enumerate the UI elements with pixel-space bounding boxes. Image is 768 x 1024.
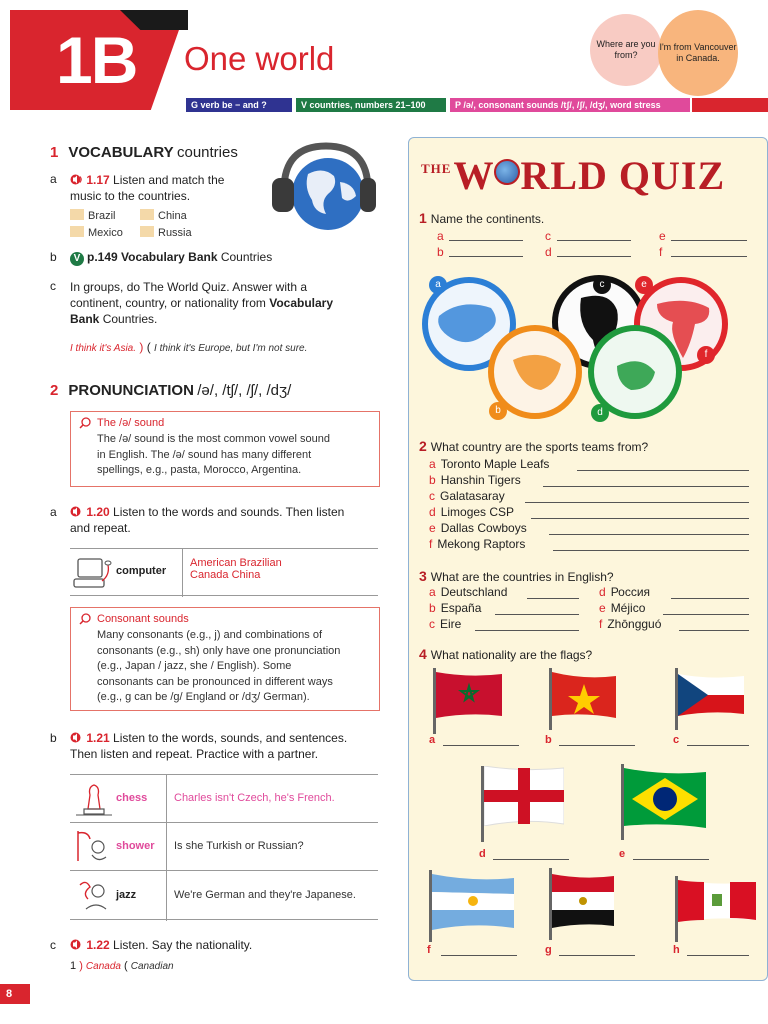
country-name: España — [440, 601, 482, 615]
instruction-line: continent, country, or nationality from — [70, 296, 266, 310]
peru-flag-icon — [678, 880, 756, 922]
answer-line[interactable] — [557, 256, 631, 257]
vocab-bank-topic: Countries — [220, 250, 273, 264]
jazz-musician-icon — [72, 875, 112, 915]
table-divider — [166, 871, 167, 921]
info-line: (e.g., Japan / jazz, she / English). Some — [97, 660, 292, 672]
argentina-flag-icon — [432, 874, 514, 930]
ring-label: c — [593, 276, 611, 294]
quiz-title-part: W — [453, 153, 495, 198]
flag-label: g — [545, 944, 552, 956]
vocabulary-badge-icon: V — [70, 252, 84, 266]
answer-item — [429, 489, 505, 503]
info-line: in English. The /ə/ sound has many different — [97, 448, 312, 461]
speech-example-2: I think it's Europe, but I'm not sure. — [154, 343, 308, 354]
flag-label: h — [673, 944, 680, 956]
brazil-flag-icon — [624, 768, 706, 828]
sound-row-shower — [70, 822, 378, 870]
phonetic-symbols: /ə/, /tʃ/, /ʃ/, /dʒ/ — [197, 382, 292, 399]
question-3 — [419, 568, 614, 584]
vocab-word — [70, 226, 123, 239]
exercise-letter: b — [50, 250, 57, 264]
answer-line[interactable] — [441, 955, 517, 956]
pronunciation-heading — [50, 382, 291, 399]
quiz-title — [421, 152, 725, 199]
answer-line[interactable] — [557, 240, 631, 241]
practice-sentence: Charles isn't Czech, he's French. — [174, 792, 335, 804]
vocab-word-text: Russia — [158, 227, 192, 239]
answer-item — [429, 601, 481, 615]
answer-item — [437, 229, 449, 243]
answer-box[interactable] — [140, 209, 154, 220]
exercise-2c-text — [70, 937, 252, 953]
sound-examples — [190, 557, 282, 581]
answer-line[interactable] — [671, 256, 747, 257]
shower-icon — [72, 827, 112, 867]
speech-example-1: I think it's Asia. — [70, 343, 137, 354]
answer-line[interactable] — [543, 486, 749, 487]
exercise-letter: a — [50, 505, 57, 519]
info-box-title: The /ə/ sound — [97, 417, 165, 429]
table-divider — [166, 823, 167, 871]
vocabulary-heading — [50, 144, 238, 161]
country-name: Zhōngguó — [607, 617, 662, 631]
vocab-word — [140, 226, 192, 239]
answer-box[interactable] — [140, 226, 154, 237]
answer-line[interactable] — [493, 859, 569, 860]
answer-letter: c — [545, 229, 551, 243]
speech-bubble-answer: I'm from Vancouver in Canada. — [658, 10, 738, 96]
question-2 — [419, 438, 648, 454]
instruction-line: and repeat. — [70, 521, 131, 535]
instruction-line: music to the countries. — [70, 189, 191, 203]
morocco-flag-icon — [436, 672, 502, 718]
example-words: Canada China — [190, 569, 261, 581]
answer-line[interactable] — [671, 598, 749, 599]
team-name: Dallas Cowboys — [440, 521, 527, 535]
audio-icon[interactable] — [70, 939, 83, 950]
magnifier-icon — [79, 613, 91, 625]
instruction-line: In groups, do The World Quiz. Answer with a — [70, 280, 308, 294]
flag-label: b — [545, 734, 552, 746]
instruction-line: Listen and match the — [113, 173, 225, 187]
vocab-word-text: Brazil — [88, 210, 116, 222]
answer-item — [599, 585, 650, 599]
example-prompt: Canada — [85, 961, 121, 972]
answer-letter: a — [429, 457, 436, 471]
answer-line[interactable] — [577, 470, 749, 471]
answer-line[interactable] — [687, 745, 749, 746]
section-title: VOCABULARY — [68, 144, 174, 161]
question-text: Name the continents. — [430, 212, 545, 226]
answer-item — [429, 521, 527, 535]
answer-line[interactable] — [679, 630, 749, 631]
exercise-2c-example: 1 ) Canada ( Canadian — [70, 960, 174, 972]
computer-icon — [72, 555, 112, 591]
page-number: 8 — [0, 984, 30, 1004]
exercise-letter: a — [50, 172, 57, 186]
answer-letter: b — [429, 601, 436, 615]
answer-line[interactable] — [449, 256, 523, 257]
consonant-info-box — [70, 607, 380, 711]
vocab-word-text: China — [158, 210, 187, 222]
instruction-line: Listen to the words and sounds. Then listen — [113, 505, 345, 519]
world-quiz-panel — [408, 137, 768, 981]
audio-track[interactable]: 1.20 — [86, 505, 110, 519]
vocabulary-bank-link[interactable] — [70, 249, 272, 266]
pronunciation-tag: P /ə/, consonant sounds /tʃ/, /ʃ/, /dʒ/, word stress — [450, 98, 690, 112]
answer-line[interactable] — [559, 955, 635, 956]
answer-item — [599, 601, 645, 615]
answer-letter: c — [429, 489, 435, 503]
info-line: consonants can be pronounced in different ways — [97, 675, 333, 688]
exercise-2b-text — [70, 730, 347, 762]
audio-icon[interactable] — [70, 174, 83, 185]
answer-item — [429, 537, 525, 551]
answer-letter: e — [429, 521, 436, 535]
answer-line[interactable] — [671, 240, 747, 241]
exercise-letter: c — [50, 279, 56, 293]
magnifier-icon — [79, 417, 91, 429]
answer-line[interactable] — [663, 614, 749, 615]
ring-label: e — [635, 276, 653, 294]
answer-line[interactable] — [553, 550, 749, 551]
answer-line[interactable] — [475, 630, 579, 631]
sound-row-computer — [70, 548, 378, 596]
info-line: spellings, e.g., pasta, Morocco, Argentina. — [97, 464, 302, 476]
sound-keyword: shower — [116, 840, 155, 852]
exercise-1c-text — [70, 279, 390, 327]
answer-letter: d — [545, 245, 552, 259]
answer-box[interactable] — [70, 226, 84, 237]
vocab-word — [70, 209, 116, 222]
grammar-tag: G verb be − and ? — [186, 98, 292, 112]
chess-piece-icon — [74, 779, 114, 819]
section-number: 1 — [50, 144, 59, 161]
answer-box[interactable] — [70, 209, 84, 220]
answer-line[interactable] — [525, 502, 749, 503]
team-name: Hanshin Tigers — [440, 473, 521, 487]
answer-item — [659, 229, 671, 243]
answer-line[interactable] — [687, 955, 749, 956]
team-name: Mekong Raptors — [437, 537, 526, 551]
question-number: 3 — [419, 568, 427, 584]
audio-icon[interactable] — [70, 506, 83, 517]
answer-letter: f — [599, 617, 603, 631]
flag-label: d — [479, 848, 486, 860]
sound-keyword: chess — [116, 792, 148, 804]
vocabulary-tag: V countries, numbers 21–100 — [296, 98, 446, 112]
question-text: What nationality are the flags? — [430, 648, 593, 662]
country-name: Eire — [440, 617, 462, 631]
vocab-bank-reference: p.149 Vocabulary Bank — [87, 250, 218, 264]
practice-sentence: We're German and they're Japanese. — [174, 889, 356, 901]
ring-label: d — [591, 404, 609, 422]
table-divider — [166, 775, 167, 823]
answer-line[interactable] — [527, 598, 579, 599]
team-name: Toronto Maple Leafs — [440, 457, 550, 471]
question-number: 2 — [419, 438, 427, 454]
sound-keyword: computer — [116, 565, 167, 577]
audio-track[interactable]: 1.21 — [86, 731, 110, 745]
instruction-line: Then listen and repeat. Practice with a partner. — [70, 747, 319, 761]
question-4 — [419, 646, 592, 662]
answer-line[interactable] — [633, 859, 709, 860]
unit-number: 1B — [56, 23, 137, 97]
question-1 — [419, 210, 544, 226]
flag-label: c — [673, 734, 680, 746]
section-title: PRONUNCIATION — [68, 382, 194, 399]
exercise-1a-text — [70, 172, 224, 204]
team-name: Limoges CSP — [440, 505, 515, 519]
example-number: 1 — [70, 960, 77, 972]
ring-label: b — [489, 402, 507, 420]
answer-line[interactable] — [531, 518, 749, 519]
example-answer: Canadian — [130, 961, 174, 972]
flag-label: f — [427, 944, 431, 956]
exercise-2a-text — [70, 504, 344, 536]
quiz-title-part: RLD QUIZ — [520, 153, 726, 198]
question-number: 1 — [419, 210, 427, 226]
flag-label: a — [429, 734, 436, 746]
globe-icon — [494, 159, 520, 185]
audio-icon[interactable] — [70, 732, 83, 743]
answer-line[interactable] — [559, 745, 635, 746]
info-line: consonants (e.g., sh) only have one pronunciation — [97, 644, 341, 657]
england-flag-icon — [484, 766, 564, 826]
vietnam-flag-icon — [552, 672, 616, 718]
audio-track[interactable]: 1.17 — [86, 173, 110, 187]
answer-letter: b — [437, 245, 444, 259]
section-number: 2 — [50, 382, 59, 399]
vocab-word-text: Mexico — [88, 227, 123, 239]
answer-item — [545, 245, 557, 259]
sound-row-jazz — [70, 870, 378, 920]
answer-letter: c — [429, 617, 435, 631]
flag-label: e — [619, 848, 626, 860]
example-words: American Brazilian — [190, 557, 282, 569]
answer-item — [429, 617, 461, 631]
speech-bubble-question: Where are you from? — [590, 14, 662, 86]
page-title: One world — [184, 40, 335, 77]
question-text: What country are the sports teams from? — [430, 440, 649, 454]
instruction-bold: Bank — [70, 312, 100, 326]
answer-item — [659, 245, 667, 259]
table-divider — [182, 549, 183, 597]
czech-flag-icon — [678, 674, 744, 716]
answer-letter: f — [429, 537, 433, 551]
info-line: (e.g., g can be /g/ England or /dʒ/ German). — [97, 691, 310, 703]
info-box-body — [97, 628, 371, 706]
team-name: Galatasaray — [440, 489, 505, 503]
answer-letter: f — [659, 245, 663, 259]
practice-sentence: Is she Turkish or Russian? — [174, 840, 304, 852]
answer-line[interactable] — [449, 240, 523, 241]
info-box-body — [97, 432, 371, 479]
answer-item — [545, 229, 556, 243]
sound-row-chess — [70, 774, 378, 822]
info-line: Many consonants (e.g., j) and combinations of — [97, 629, 323, 641]
answer-item — [599, 617, 661, 631]
answer-item — [429, 505, 514, 519]
instruction-line: Countries. — [102, 312, 158, 326]
answer-line[interactable] — [549, 534, 749, 535]
exercise-letter: c — [50, 938, 56, 952]
ring-label: a — [429, 276, 447, 294]
answer-item — [429, 473, 521, 487]
question-text: What are the countries in English? — [430, 570, 614, 584]
answer-letter: e — [659, 229, 666, 243]
question-number: 4 — [419, 646, 427, 662]
speech-example: I think it's Asia. ) ( I think it's Europe, but I'm not sure. — [70, 340, 308, 354]
info-box-title: Consonant sounds — [97, 613, 189, 625]
headphones-globe-icon — [268, 138, 378, 238]
country-name: Deutschland — [440, 585, 508, 599]
instruction-line: Listen to the words, sounds, and sentences. — [113, 731, 348, 745]
answer-letter: a — [429, 585, 436, 599]
answer-item — [429, 585, 507, 599]
instruction-line: Listen. Say the nationality. — [113, 938, 253, 952]
answer-letter: b — [429, 473, 436, 487]
section-subtitle: countries — [176, 144, 238, 161]
answer-letter: d — [429, 505, 436, 519]
audio-track[interactable]: 1.22 — [86, 938, 110, 952]
egypt-flag-icon — [552, 874, 614, 928]
schwa-info-box — [70, 411, 380, 487]
answer-letter: a — [437, 229, 444, 243]
answer-item — [437, 245, 449, 259]
continent-rings — [421, 268, 741, 428]
country-name: Méjico — [610, 601, 646, 615]
exercise-letter: b — [50, 731, 57, 745]
quiz-title-the: THE — [421, 161, 452, 176]
answer-line[interactable] — [443, 745, 519, 746]
country-name: Россия — [610, 585, 651, 599]
answer-item — [429, 457, 549, 471]
answer-letter: e — [599, 601, 606, 615]
sound-keyword: jazz — [116, 889, 137, 901]
instruction-bold: Vocabulary — [269, 296, 334, 310]
ring-label: f — [697, 346, 715, 364]
answer-letter: d — [599, 585, 606, 599]
tag-bar-end — [692, 98, 768, 112]
info-line: The /ə/ sound is the most common vowel sound — [97, 433, 330, 445]
answer-line[interactable] — [495, 614, 579, 615]
vocab-word — [140, 209, 187, 222]
